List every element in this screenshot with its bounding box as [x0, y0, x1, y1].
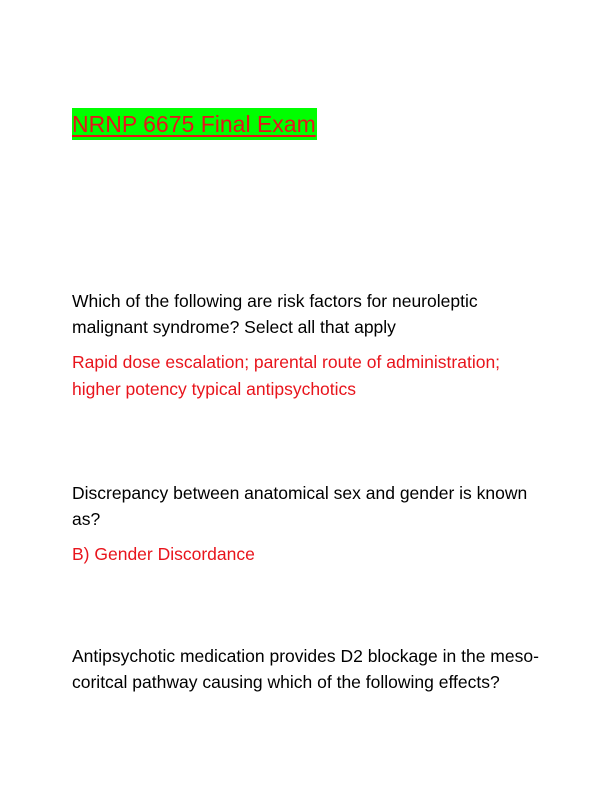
question-block	[72, 643, 542, 695]
answer-text: B) Gender Discordance	[72, 544, 255, 564]
question-block	[72, 480, 542, 568]
question-text: Discrepancy between anatomical sex and gender is known as?	[72, 483, 528, 529]
question-text: Which of the following are risk factors for neuroleptic malignant syndrome? Select all that apply	[72, 291, 478, 337]
question-text: Antipsychotic medication provides D2 blockage in the meso-coritcal pathway causing which of the following effects?	[72, 646, 539, 692]
answer-text: Rapid dose escalation; parental route of administration; higher potency typical antipsychotics	[72, 352, 501, 399]
document-title: NRNP 6675 Final Exam	[72, 108, 317, 140]
question-block	[72, 288, 542, 403]
